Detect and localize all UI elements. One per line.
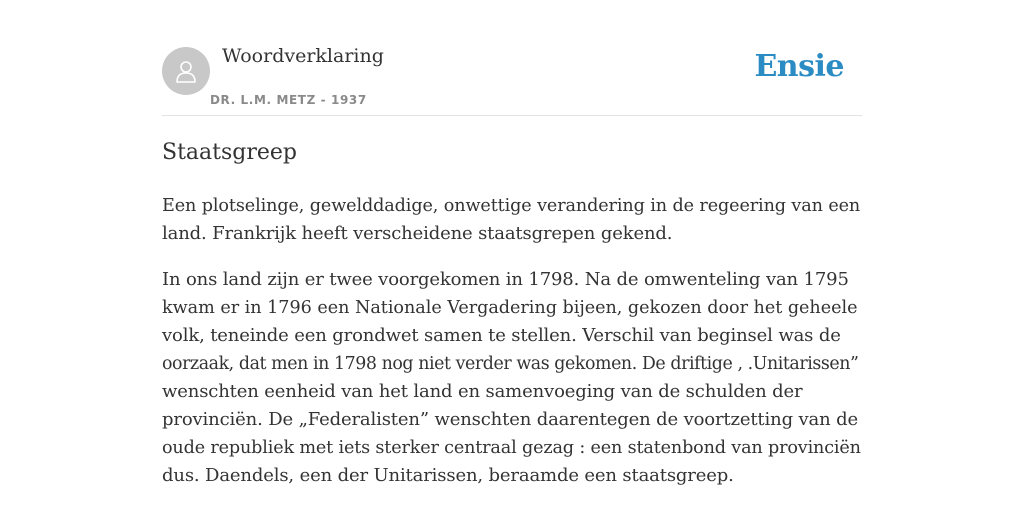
paragraph [162, 266, 862, 490]
text-line: dus. Daendels, een der Unitarissen, beraamde een staatsgreep. [162, 465, 734, 486]
text-line: oorzaak, dat men in 1798 nog niet verder was gekomen. De driftige , .Unitarissen” [162, 354, 859, 374]
text-line: provinciën. De „Federalisten” wenschten daarentegen de voortzetting van de [162, 409, 858, 430]
text-line: land. Frankrijk heeft verscheidene staatsgrepen gekend. [162, 223, 673, 244]
paragraph [162, 192, 862, 248]
entry-title: Staatsgreep [162, 140, 297, 165]
text-line: volk, teneinde een grondwet samen te stellen. Verschil van beginsel was de [162, 325, 841, 346]
content-container [162, 0, 862, 486]
source-title[interactable]: Woordverklaring [222, 45, 384, 67]
text-line: Een plotselinge, gewelddadige, onwettige verandering in de regeering van een [162, 196, 861, 216]
text-line: oude republiek met iets sterker centraal gezag : een statenbond van provinciën [162, 438, 861, 458]
avatar[interactable] [162, 47, 210, 95]
text-line: kwam er in 1796 een Nationale Vergadering bijeen, gekozen door het geheele [162, 298, 858, 318]
source-header [162, 0, 862, 116]
entry-body [162, 192, 862, 508]
text-line: wenschten eenheid van het land en samenvoeging van de schulden der [162, 381, 803, 402]
source-author[interactable]: DR. L.M. METZ - 1937 [210, 93, 367, 107]
user-icon [172, 57, 200, 85]
text-line: In ons land zijn er twee voorgekomen in 1798. Na de omwenteling van 1795 [162, 269, 849, 290]
ensie-logo[interactable]: Ensie [754, 49, 844, 84]
